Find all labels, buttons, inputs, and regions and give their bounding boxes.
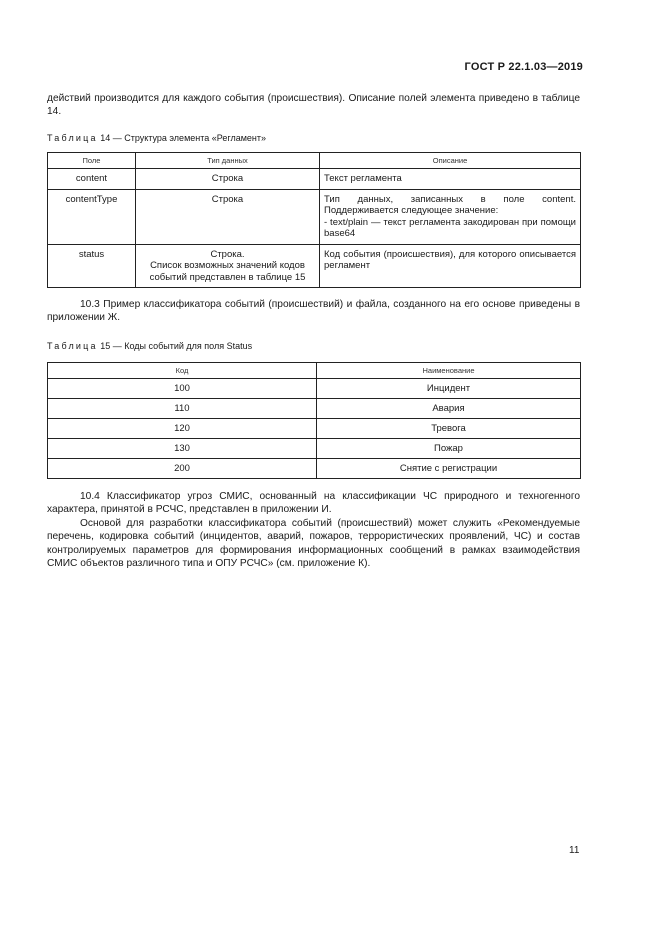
table15-caption-label: Таблица bbox=[47, 341, 98, 351]
table14-header-field: Поле bbox=[48, 153, 136, 169]
cell-line: - text/plain — текст регламента закодирован при помощи base64 bbox=[324, 216, 576, 239]
table14-cell-description bbox=[320, 244, 581, 288]
table15-cell-code: 100 bbox=[48, 379, 317, 399]
table15-cell-name: Авария bbox=[317, 399, 581, 419]
intro-paragraph: действий производится для каждого события (происшествия). Описание полей элемента приведено в таблице 14. bbox=[47, 93, 580, 118]
table15-caption bbox=[47, 341, 252, 351]
cell-line: Список возможных значений кодов событий представлен в таблице 15 bbox=[149, 260, 306, 283]
table15-header-row bbox=[48, 363, 581, 379]
table15-header-code: Код bbox=[48, 363, 317, 379]
table14-caption bbox=[47, 133, 266, 143]
cell-line: Код события (происшествия), для которого описывается регламент bbox=[324, 248, 576, 271]
table14-cell-type bbox=[136, 189, 320, 244]
table15-cell-name: Снятие с регистрации bbox=[317, 459, 581, 479]
document-code-header: ГОСТ Р 22.1.03—2019 bbox=[464, 61, 583, 73]
table-row bbox=[48, 399, 581, 419]
table15-cell-name: Пожар bbox=[317, 439, 581, 459]
table15-cell-name: Тревога bbox=[317, 419, 581, 439]
table14-header-description: Описание bbox=[320, 153, 581, 169]
table15-caption-title: 15 — Коды событий для поля Status bbox=[97, 341, 253, 351]
table15-cell-code: 110 bbox=[48, 399, 317, 419]
table15-cell-name: Инцидент bbox=[317, 379, 581, 399]
cell-line: Строка bbox=[211, 173, 244, 184]
table14-caption-label: Таблица bbox=[47, 133, 98, 143]
table14-header-type: Тип данных bbox=[136, 153, 320, 169]
paragraph-10-3: 10.3 Пример классификатора событий (происшествий) и файла, созданного на его основе приведены в приложении Ж. bbox=[47, 299, 580, 324]
table14-cell-description bbox=[320, 189, 581, 244]
cell-line: Строка bbox=[211, 193, 244, 205]
table14-cell-field: contentType bbox=[48, 189, 136, 244]
table15-cell-code: 120 bbox=[48, 419, 317, 439]
page-number: 11 bbox=[569, 845, 580, 856]
paragraph-classifier-basis: Основой для разработки классификатора событий (происшествий) может служить «Рекомендуемые перечень, кодировка событий (инцидентов, аварий, пожаров, террористических проявлений, ЧС) и состав контролируемых параметров для формирования информационных сообщений в рамках взаимодействия СМИС объектов различного типа и ОПУ РСЧС» (см. приложение К). bbox=[47, 518, 580, 570]
table-14-regulation-structure bbox=[47, 152, 581, 288]
cell-line: Тип данных, записанных в поле content. Поддерживается следующее значение: bbox=[324, 193, 576, 216]
table14-cell-field: content bbox=[48, 169, 136, 190]
table-row bbox=[48, 169, 581, 190]
table15-header-name: Наименование bbox=[317, 363, 581, 379]
table-row bbox=[48, 379, 581, 399]
table-row bbox=[48, 419, 581, 439]
cell-line: Текст регламента bbox=[324, 173, 402, 184]
table-row bbox=[48, 439, 581, 459]
table14-cell-type bbox=[136, 244, 320, 288]
paragraph-10-4: 10.4 Классификатор угроз СМИС, основанный на классификации ЧС природного и техногенного характера, принятой в РСЧС, представлен в приложении И. bbox=[47, 491, 580, 516]
table-row bbox=[48, 459, 581, 479]
table14-header-row bbox=[48, 153, 581, 169]
table14-caption-title: 14 — Структура элемента «Регламент» bbox=[97, 133, 267, 143]
table14-cell-field: status bbox=[48, 244, 136, 288]
table15-cell-code: 200 bbox=[48, 459, 317, 479]
table-row bbox=[48, 244, 581, 288]
cell-line: Строка. bbox=[210, 248, 245, 260]
table-row bbox=[48, 189, 581, 244]
table15-cell-code: 130 bbox=[48, 439, 317, 459]
table14-cell-type bbox=[136, 169, 320, 190]
table14-cell-description bbox=[320, 169, 581, 190]
table-15-event-codes bbox=[47, 362, 581, 479]
